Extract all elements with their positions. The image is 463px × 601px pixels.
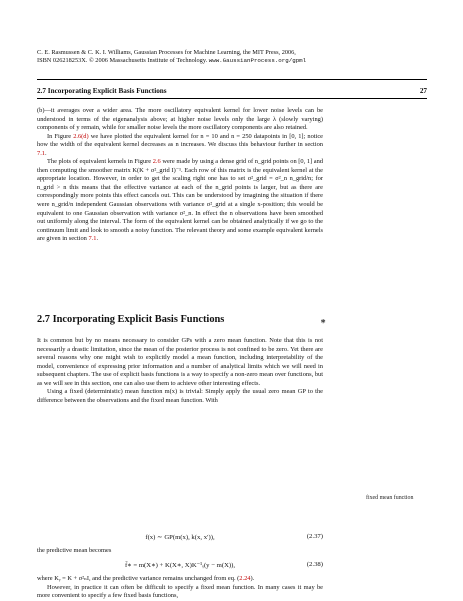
section-ref-7-1[interactable]: 7.1 — [37, 149, 45, 157]
citation-url[interactable]: www.GaussianProcess.org/gpml — [208, 57, 307, 65]
paragraph-3: The plots of equivalent kernels in Figure 2.6 were made by using a dense grid of n_grid points on [0, 1] and then computing the smoother matrix K(K + σ²_grid I)⁻¹. Each row of this matrix is the equivalent kernel at the appropriate location. However, in order to get the scaling right one has to set σ²_grid = σ²_n n_grid/n; for n_grid > n this means that the effective variance at each of the n_grid points is larger, but as there are correspondingly more points this effect cancels out. This can be understood by imagining the situation if there were n_grid/n independent Gaussian observations with variance σ²_grid at a single x-position; this would be equivalent to one Gaussian observation with variance σ²_n. In effect the n observations have been smoothed out uniformly along the interval. The form of the equivalent kernel can be obtained analytically if we go to the continuum limit and look to smooth a noisy function. The relevant theory and some example equivalent kernels are given in section 7.1. — [37, 158, 323, 243]
text-block-bottom — [37, 575, 323, 601]
equation-2-38-math: f̄∗ = m(X∗) + K(X∗, X)K⁻¹ᵧ(y − m(X)), — [124, 562, 236, 569]
equation-2-37-math: f(x) ∼ GP(m(x), k(x, x′)), — [145, 534, 215, 541]
citation-line-2 — [37, 57, 427, 65]
header-rule-top — [37, 79, 427, 80]
page-number: 27 — [419, 87, 427, 95]
section-ref-7-1-b[interactable]: 7.1 — [88, 235, 97, 243]
citation-header — [37, 49, 427, 66]
paragraph-6: the predictive mean becomes — [37, 547, 112, 554]
running-head — [37, 87, 427, 95]
paragraph-8: However, in practice it can often be difficult to specify a fixed mean function. In many cases it may be more convenient to specify a few fixed basis functions, — [37, 583, 323, 600]
citation-line-1: C. E. Rasmussen & C. K. I. Williams, Gaussian Processes for Machine Learning, the MIT Press, 2006, — [37, 49, 296, 56]
section-heading: 2.7 Incorporating Explicit Basis Functions — [37, 314, 225, 325]
paragraph-4: It is common but by no means necessary to consider GPs with a zero mean function. Note that this is not necessarily a drastic limitation, since the mean of the posterior process is not confined to be zero. Yet there are several reasons why one might wish to explicitly model a mean function, including interpretability of the model, convenience of expressing prior information and a number of analytical limits which we will need in subsequent chapters. The use of explicit basis functions is a way to specify a non-zero mean over functions, but as we will see in this section, one can also use them to achieve other interesting effects. — [37, 337, 323, 387]
paragraph-6-block — [37, 547, 323, 556]
figure-ref-2-6d[interactable]: 2.6(d) — [73, 132, 89, 140]
margin-note: fixed mean function — [366, 495, 414, 501]
equation-ref-2-24[interactable]: 2.24 — [239, 575, 251, 582]
text-block-middle — [37, 337, 323, 405]
figure-ref-2-6[interactable]: 2.6 — [152, 158, 161, 166]
equation-2-37-number: (2.37) — [306, 533, 323, 540]
paragraph-2: In Figure 2.6(d) we have plotted the equivalent kernel for n = 10 and n = 250 datapoints in [0, 1]; notice how the width of the equivalent kernel decreases as n increases. We discuss this behaviour further in section 7.1. — [37, 132, 323, 157]
text-block-top — [37, 107, 323, 244]
paragraph-5: Using a fixed (deterministic) mean function m(x) is trivial: Simply apply the usual zero mean GP to the difference between the observations and the fixed mean function. With — [37, 388, 323, 404]
running-head-title: 2.7 Incorporating Explicit Basis Functions — [37, 87, 167, 95]
equation-2-38-number: (2.38) — [306, 561, 323, 568]
header-rule-bottom — [37, 98, 427, 99]
equation-2-38 — [37, 561, 323, 571]
paragraph-1: (b)—it averages over a wider area. The more oscillatory equivalent kernel for lower noise levels can be understood in terms of the eigenanalysis above; at higher noise levels only the large λ (slowly varying) components of y remain, while for smaller noise levels the more oscillatory components are also retained. — [37, 107, 323, 132]
equation-2-37 — [37, 533, 323, 543]
citation-isbn: ISBN 026218253X. © 2006 Massachusetts Institute of Technology. — [37, 57, 209, 65]
advanced-section-star-icon: ∗ — [320, 316, 327, 326]
paragraph-7: where Kᵧ = K + σ²ₙI, and the predictive variance remains unchanged from eq. (2.24). — [37, 575, 255, 582]
